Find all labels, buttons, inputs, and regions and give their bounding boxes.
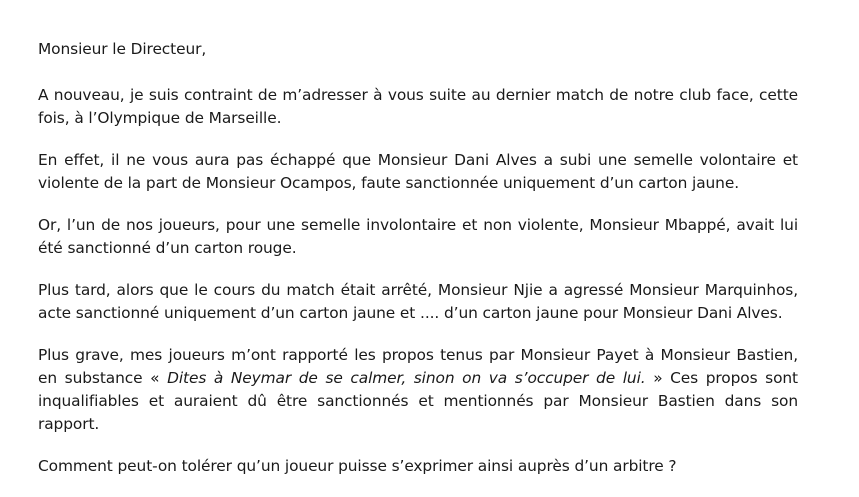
- paragraph-payet-remarks: [38, 344, 798, 436]
- salutation: Monsieur le Directeur,: [38, 40, 207, 58]
- paragraph-njie-aggression: Plus tard, alors que le cours du match était arrêté, Monsieur Njie a agressé Monsieur Marquinhos, acte sanctionné uniquement d’un carton jaune et .... d’un carton jaune pour Monsieur Dani Alves.: [38, 281, 798, 322]
- paragraph-mbappe-red-card: Or, l’un de nos joueurs, pour une semelle involontaire et non violente, Monsieur Mbappé, avait lui été sanctionné d’un carton rouge.: [38, 216, 798, 257]
- payet-remarks-conclusion: » Ces propos sont inqualifiables et auraient dû être sanctionnés et mentionnés par Monsieur Bastien dans son rapport.: [38, 369, 798, 433]
- paragraph-question: Comment peut-on tolérer qu’un joueur puisse s’exprimer ainsi auprès d’un arbitre ?: [38, 457, 677, 475]
- letter-body: [38, 38, 798, 497]
- paragraph-intro: A nouveau, je suis contraint de m’adresser à vous suite au dernier match de notre club face, cette fois, à l’Olympique de Marseille.: [38, 86, 798, 127]
- payet-remarks-intro: Plus grave, mes joueurs m’ont rapporté les propos tenus par Monsieur Payet à Monsieur Bastien, en substance «: [38, 346, 798, 387]
- paragraph-dani-alves-foul: En effet, il ne vous aura pas échappé que Monsieur Dani Alves a subi une semelle volontaire et violente de la part de Monsieur Ocampos, faute sanctionnée uniquement d’un carton jaune.: [38, 151, 798, 192]
- payet-quote: Dites à Neymar de se calmer, sinon on va s’occuper de lui.: [167, 369, 646, 387]
